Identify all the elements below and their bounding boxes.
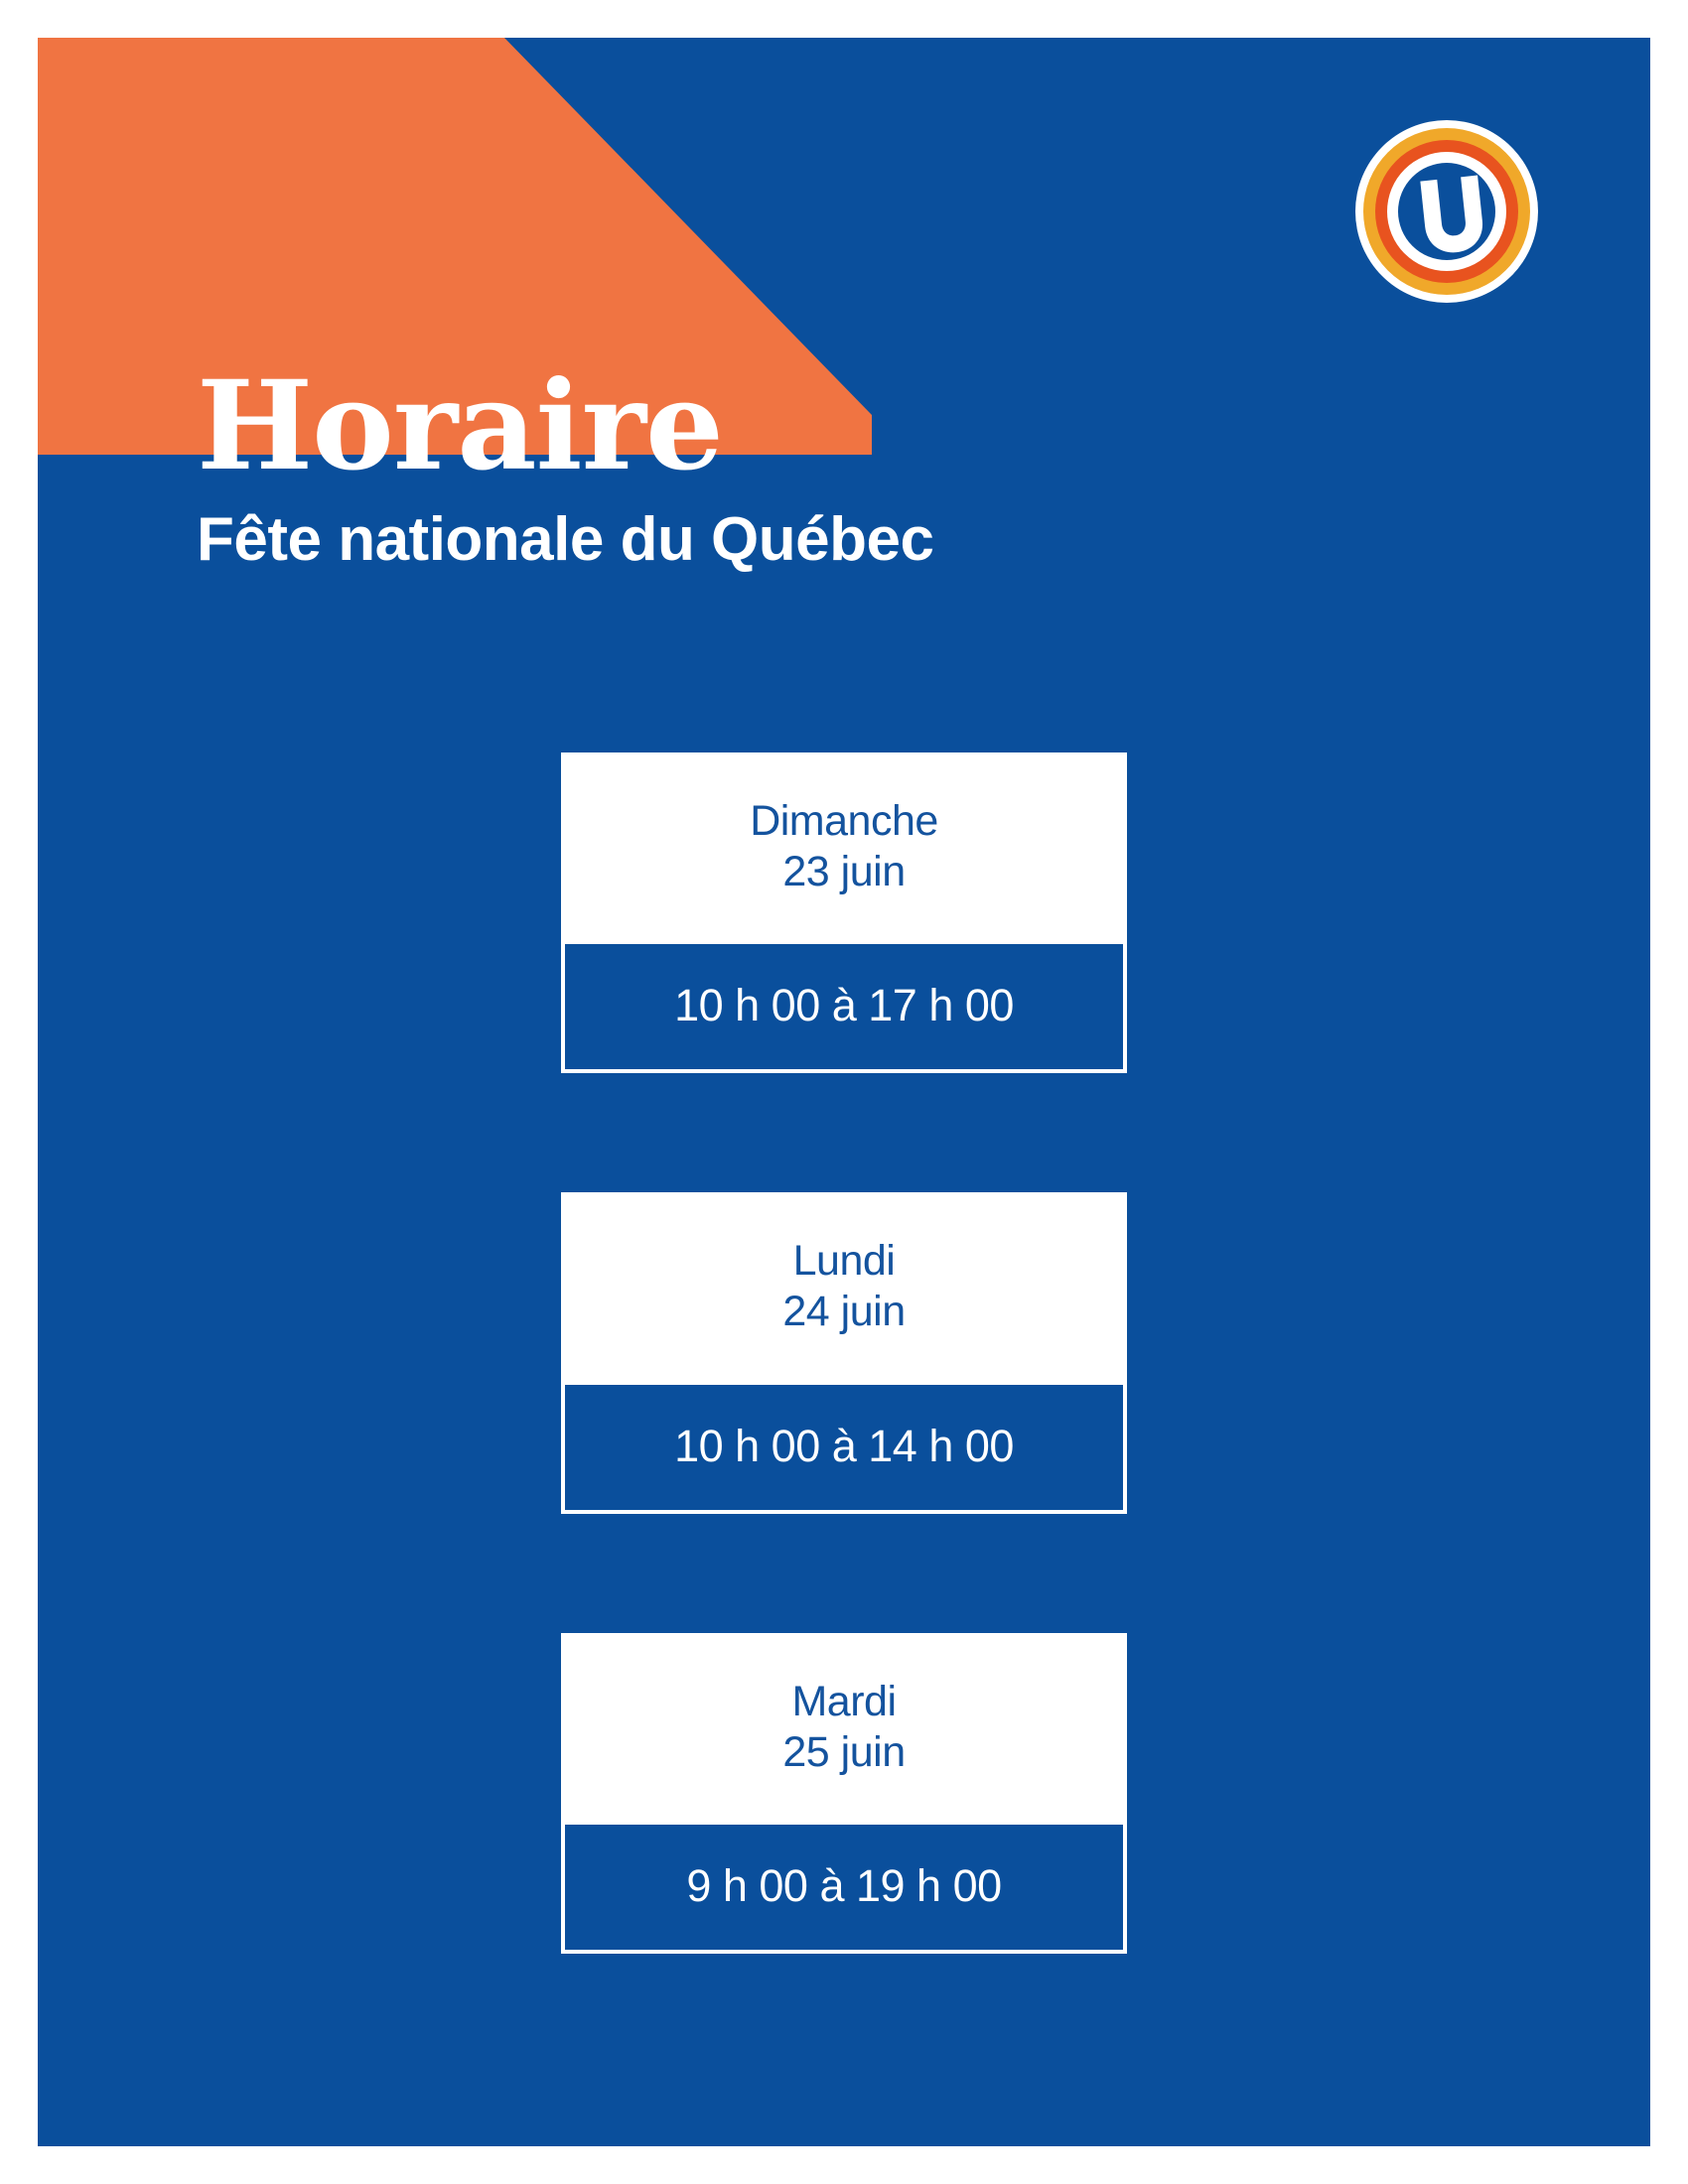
- university-logo-icon: [1352, 117, 1541, 306]
- schedule-card: [561, 1633, 1127, 1954]
- day-date: 25 juin: [782, 1727, 906, 1776]
- poster: [38, 38, 1650, 2146]
- schedule-card: [561, 1192, 1127, 1513]
- day-date: 24 juin: [782, 1288, 906, 1336]
- day-hours: 10 h 00 à 17 h 00: [561, 944, 1127, 1073]
- schedule-card: [561, 752, 1127, 1073]
- day-name: Lundi: [792, 1237, 896, 1286]
- page-subtitle: Fête nationale du Québec: [197, 505, 934, 574]
- schedule-list: [38, 752, 1650, 1954]
- day-hours: 9 h 00 à 19 h 00: [561, 1825, 1127, 1954]
- page-title: Horaire: [197, 354, 723, 498]
- schedule-card-day: [561, 1192, 1127, 1384]
- day-hours: 10 h 00 à 14 h 00: [561, 1385, 1127, 1514]
- schedule-card-day: [561, 752, 1127, 944]
- day-name: Dimanche: [750, 797, 938, 845]
- schedule-card-day: [561, 1633, 1127, 1825]
- poster-header: [197, 354, 1388, 574]
- day-date: 23 juin: [782, 847, 906, 895]
- day-name: Mardi: [791, 1677, 897, 1725]
